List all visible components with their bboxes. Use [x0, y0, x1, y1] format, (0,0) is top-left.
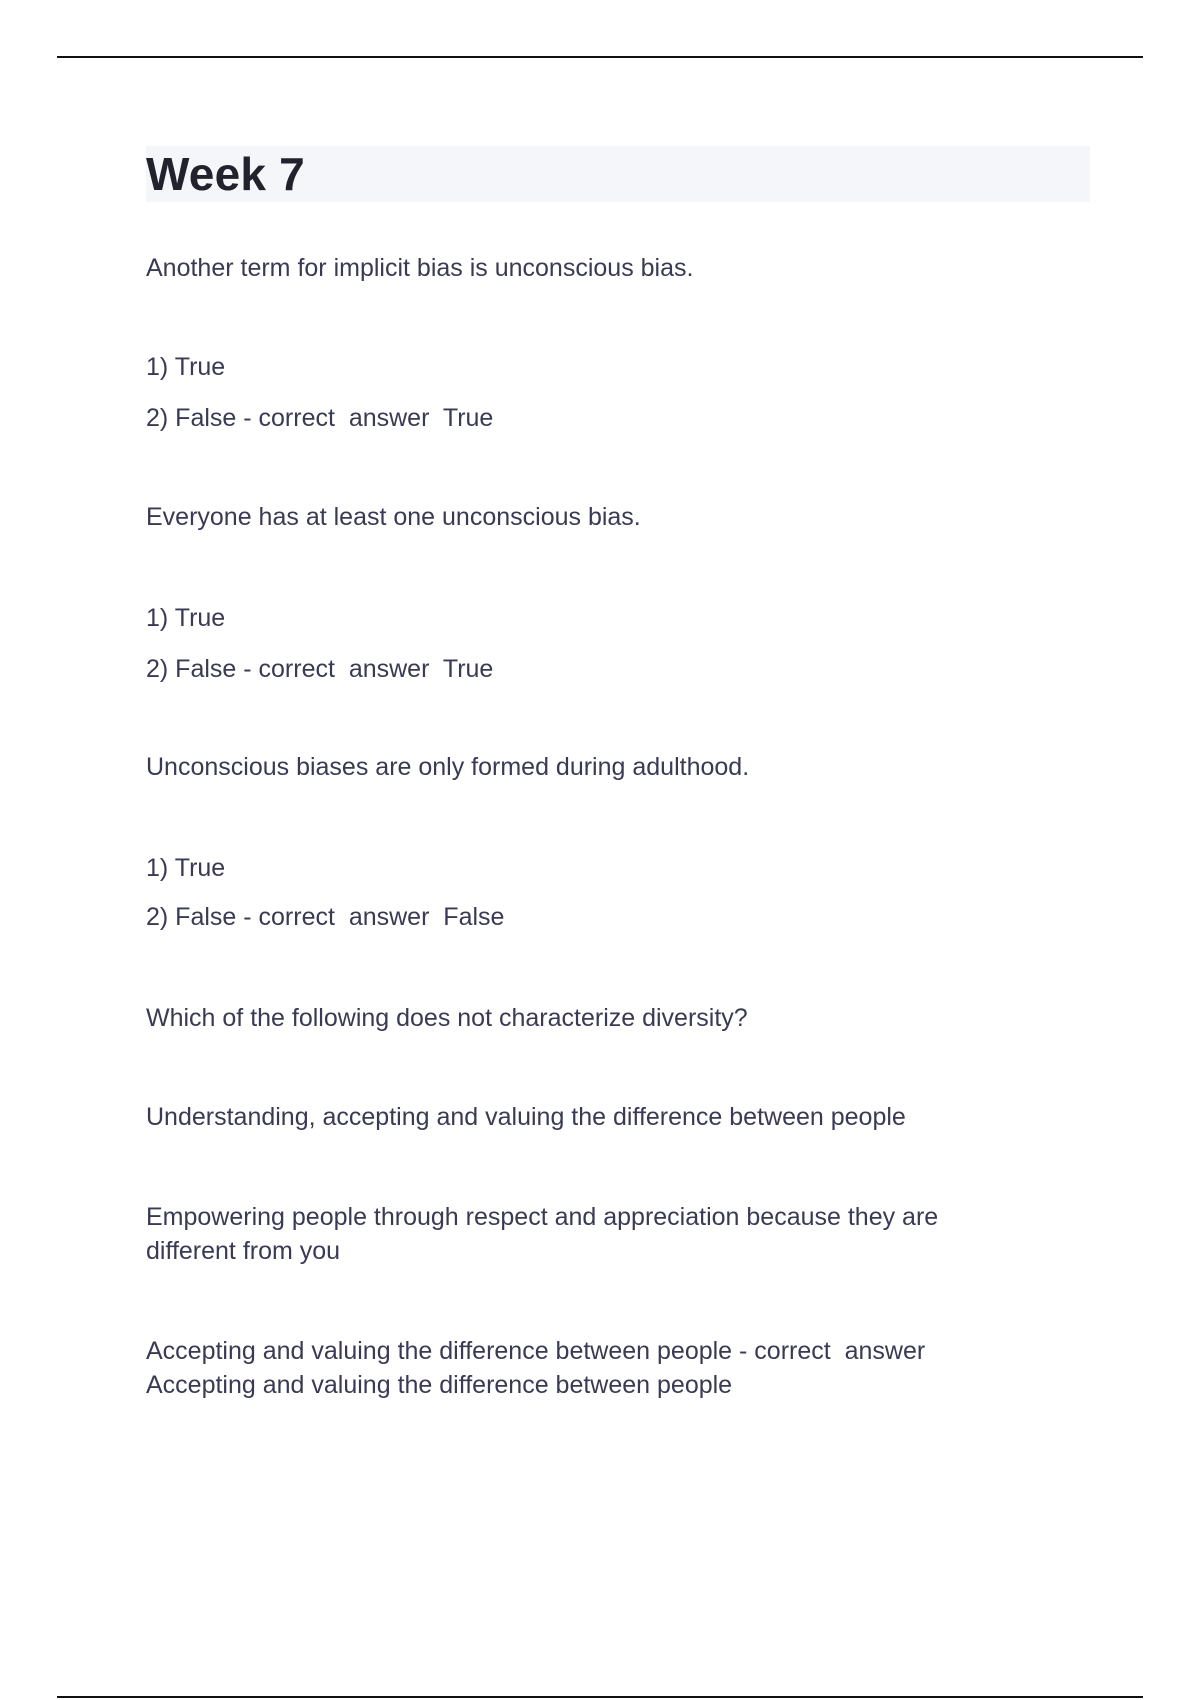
- question-4-choice-b: Empowering people through respect and appreciation because they are different from you: [146, 1203, 946, 1265]
- question-4-prompt: Which of the following does not characterize diversity?: [146, 1004, 748, 1032]
- question-2-option-1: 1) True: [146, 604, 226, 632]
- bottom-divider: [57, 1696, 1143, 1698]
- question-2-option-2: 2) False - correct answer True: [146, 655, 494, 683]
- question-3-prompt: Unconscious biases are only formed during adulthood.: [146, 753, 750, 781]
- question-2-prompt: Everyone has at least one unconscious bias.: [146, 503, 641, 531]
- question-1-prompt: Another term for implicit bias is unconscious bias.: [146, 254, 694, 282]
- question-4-choice-a: Understanding, accepting and valuing the difference between people: [146, 1103, 906, 1131]
- top-divider: [57, 56, 1143, 58]
- question-3-option-2: 2) False - correct answer False: [146, 903, 505, 931]
- question-4-choice-c: Accepting and valuing the difference between people - correct answer Accepting and valuing the difference between people: [146, 1337, 931, 1399]
- question-3-option-1: 1) True: [146, 854, 226, 882]
- question-1-option-1: 1) True: [146, 353, 226, 381]
- question-1-option-2: 2) False - correct answer True: [146, 404, 494, 432]
- page-title: Week 7: [146, 148, 305, 200]
